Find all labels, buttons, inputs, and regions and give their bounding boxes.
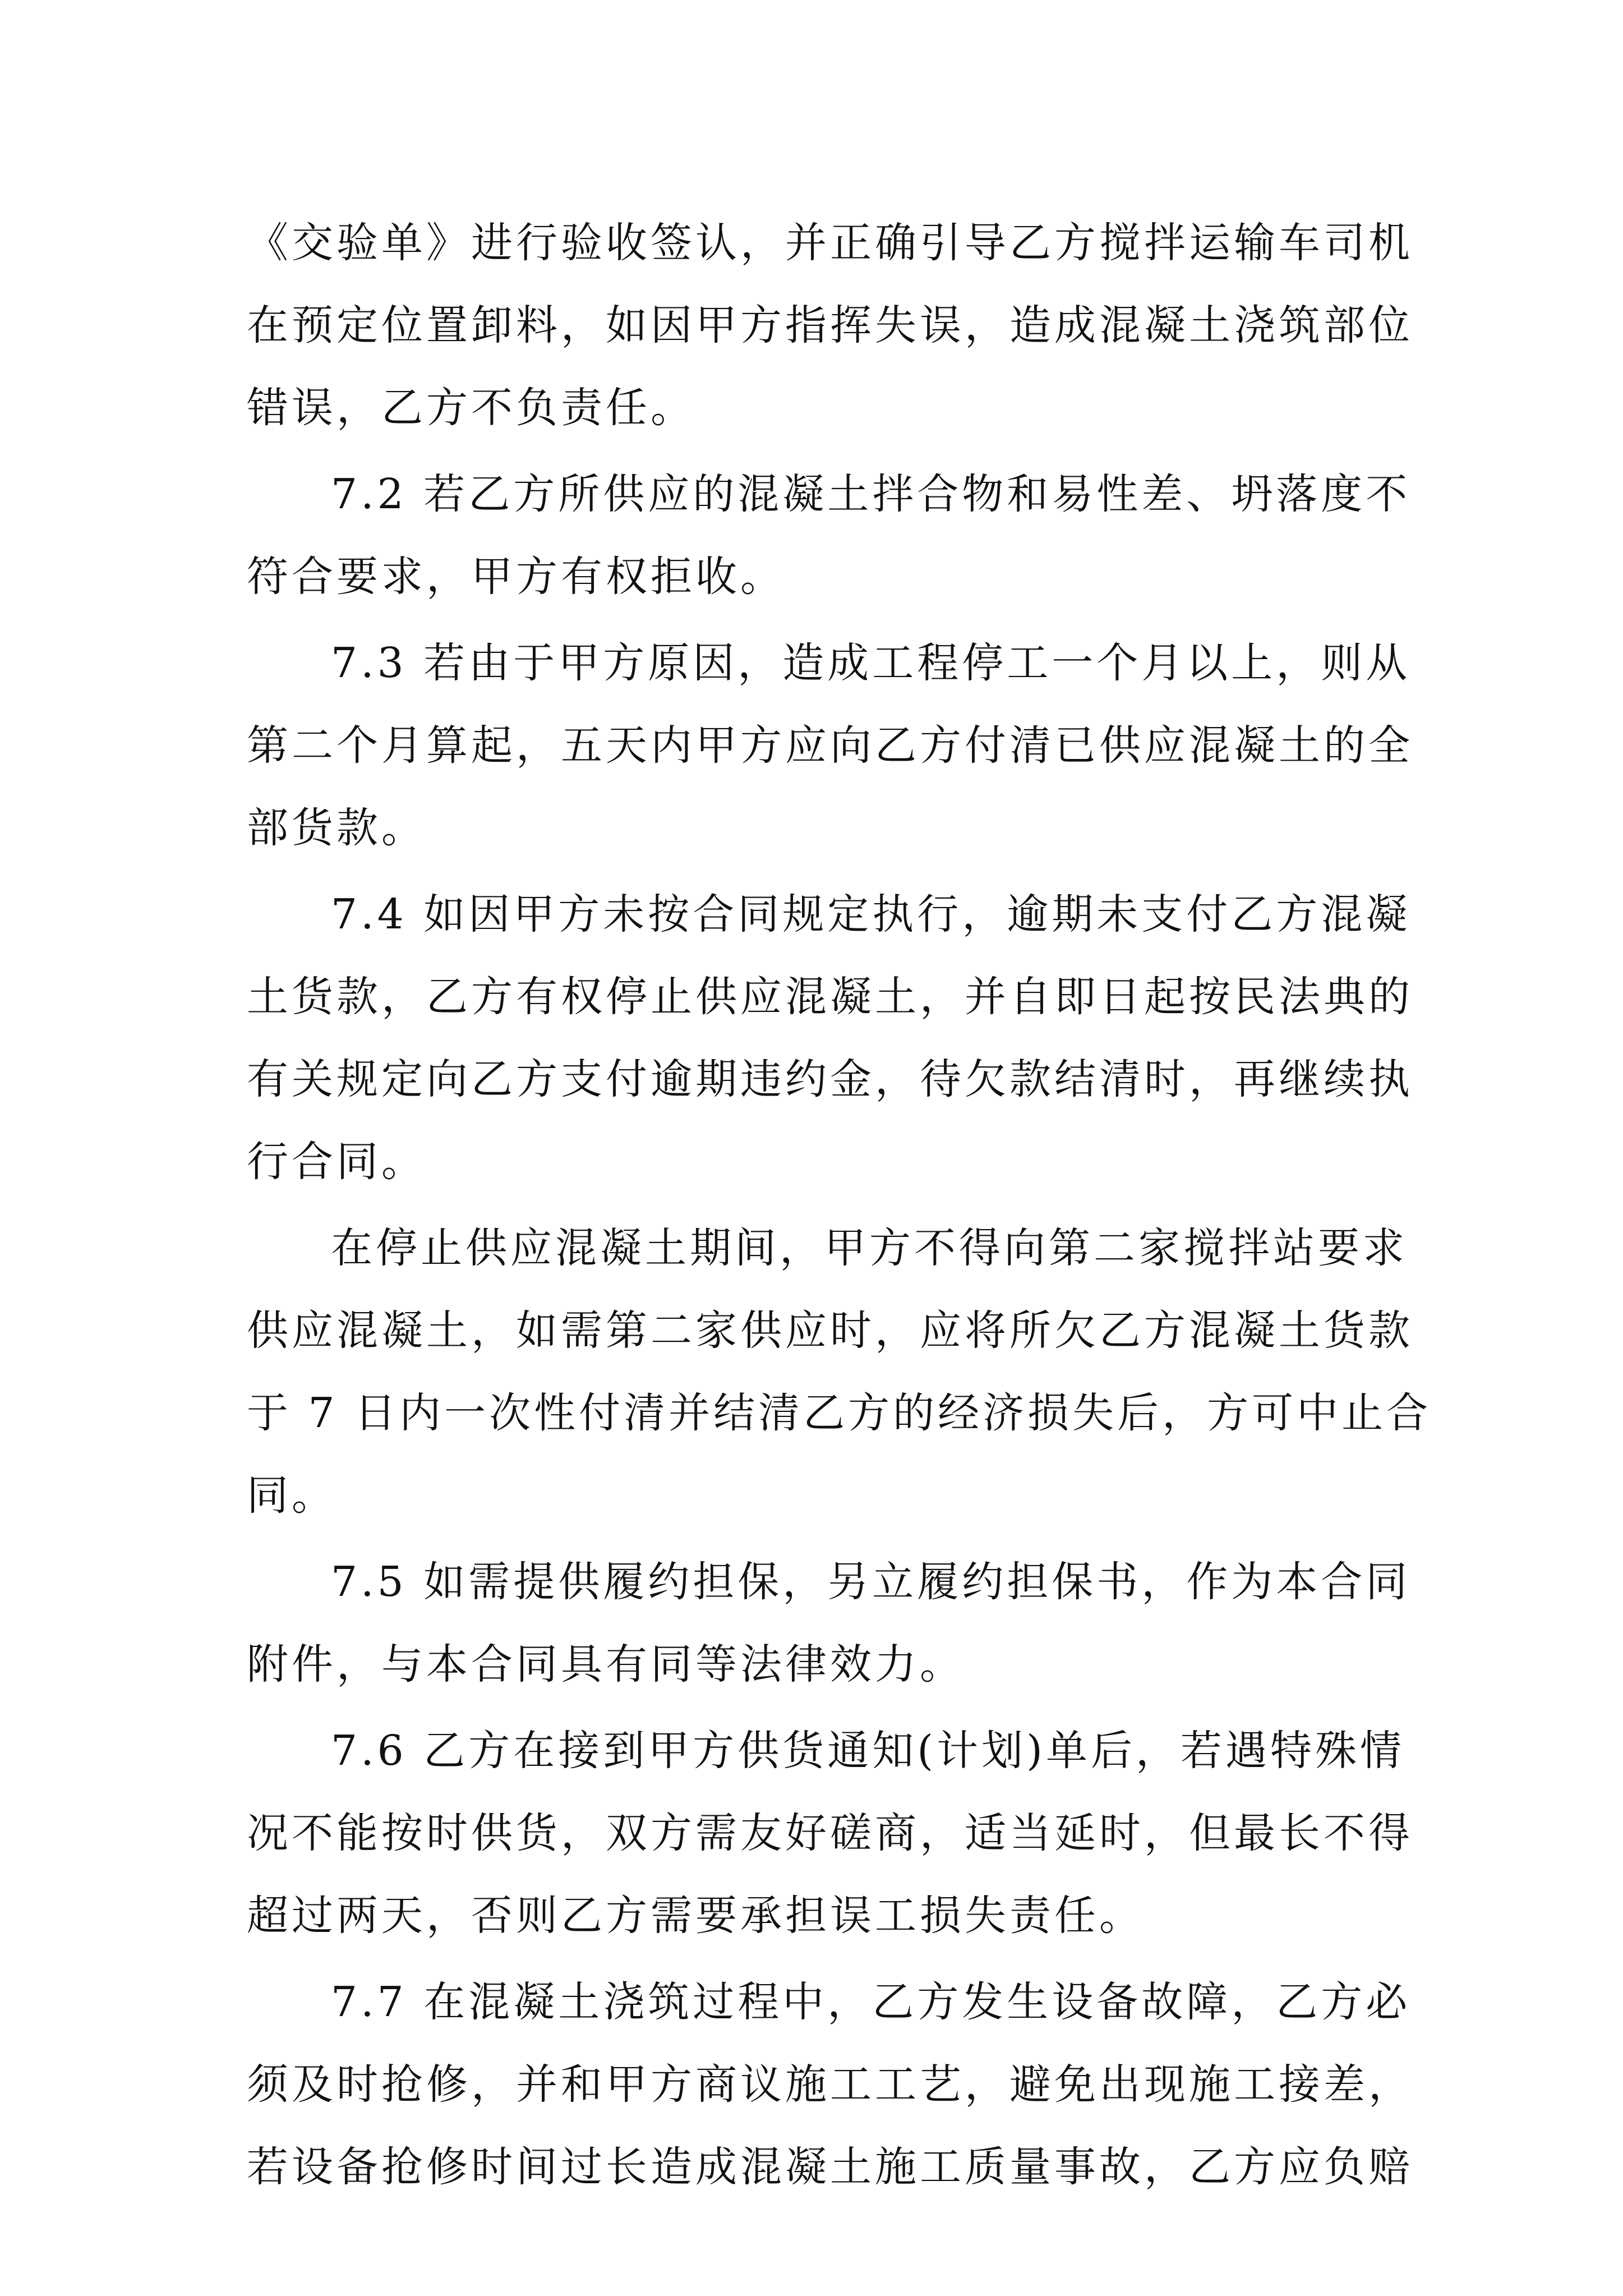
text-line: 行合同。 bbox=[247, 1138, 426, 1186]
paragraph bbox=[247, 1710, 1413, 1957]
text-line: 7.6 乙方在接到甲方供货通知(计划)单后，若遇特殊情 bbox=[331, 1727, 1405, 1775]
text-line: 有关规定向乙方支付逾期违约金，待欠款结清时，再继续执 bbox=[247, 1055, 1413, 1103]
text-line: 土货款，乙方有权停止供应混凝土，并自即日起按民法典的 bbox=[247, 973, 1413, 1021]
paragraph bbox=[247, 873, 1413, 1203]
text-line: 第二个月算起，五天内甲方应向乙方付清已供应混凝土的全 bbox=[247, 721, 1413, 770]
text-line: 部货款。 bbox=[247, 804, 426, 852]
text-line: 7.3 若由于甲方原因，造成工程停工一个月以上，则从 bbox=[331, 639, 1411, 687]
text-line: 须及时抢修，并和甲方商议施工工艺，避免出现施工接差， bbox=[247, 2060, 1413, 2109]
text-line: 7.2 若乙方所供应的混凝土拌合物和易性差、坍落度不 bbox=[331, 470, 1411, 518]
text-line: 超过两天，否则乙方需要承担误工损失责任。 bbox=[247, 1892, 1144, 1940]
paragraph bbox=[247, 622, 1413, 869]
text-line: 况不能按时供货，双方需友好磋商，适当延时，但最长不得 bbox=[247, 1809, 1413, 1857]
text-line: 同。 bbox=[247, 1471, 336, 1520]
text-line: 在停止供应混凝土期间，甲方不得向第二家搅拌站要求 bbox=[331, 1224, 1408, 1272]
text-line: 7.4 如因甲方未按合同规定执行，逾期未支付乙方混凝 bbox=[331, 890, 1411, 938]
text-line: 于 7 日内一次性付清并结清乙方的经济损失后，方可中止合 bbox=[247, 1389, 1432, 1437]
text-line: 附件，与本合同具有同等法律效力。 bbox=[247, 1640, 965, 1688]
text-line: 错误，乙方不负责任。 bbox=[247, 384, 695, 432]
text-line: 7.5 如需提供履约担保，另立履约担保书，作为本合同 bbox=[331, 1558, 1411, 1606]
text-line: 若设备抢修时间过长造成混凝土施工质量事故，乙方应负赔 bbox=[247, 2143, 1413, 2191]
text-line: 符合要求，甲方有权拒收。 bbox=[247, 553, 785, 601]
paragraph bbox=[247, 453, 1411, 618]
paragraph bbox=[247, 1541, 1411, 1706]
text-line: 《交验单》进行验收签认，并正确引导乙方搅拌运输车司机 bbox=[247, 219, 1413, 267]
text-line: 7.7 在混凝土浇筑过程中，乙方发生设备故障，乙方必 bbox=[331, 1978, 1411, 2026]
paragraph bbox=[247, 1207, 1432, 1537]
text-line: 在预定位置卸料，如因甲方指挥失误，造成混凝土浇筑部位 bbox=[247, 301, 1413, 349]
paragraph bbox=[247, 202, 1413, 449]
document-body bbox=[247, 202, 1432, 2208]
text-line: 供应混凝土，如需第二家供应时，应将所欠乙方混凝土货款 bbox=[247, 1306, 1413, 1355]
paragraph bbox=[247, 1961, 1413, 2208]
